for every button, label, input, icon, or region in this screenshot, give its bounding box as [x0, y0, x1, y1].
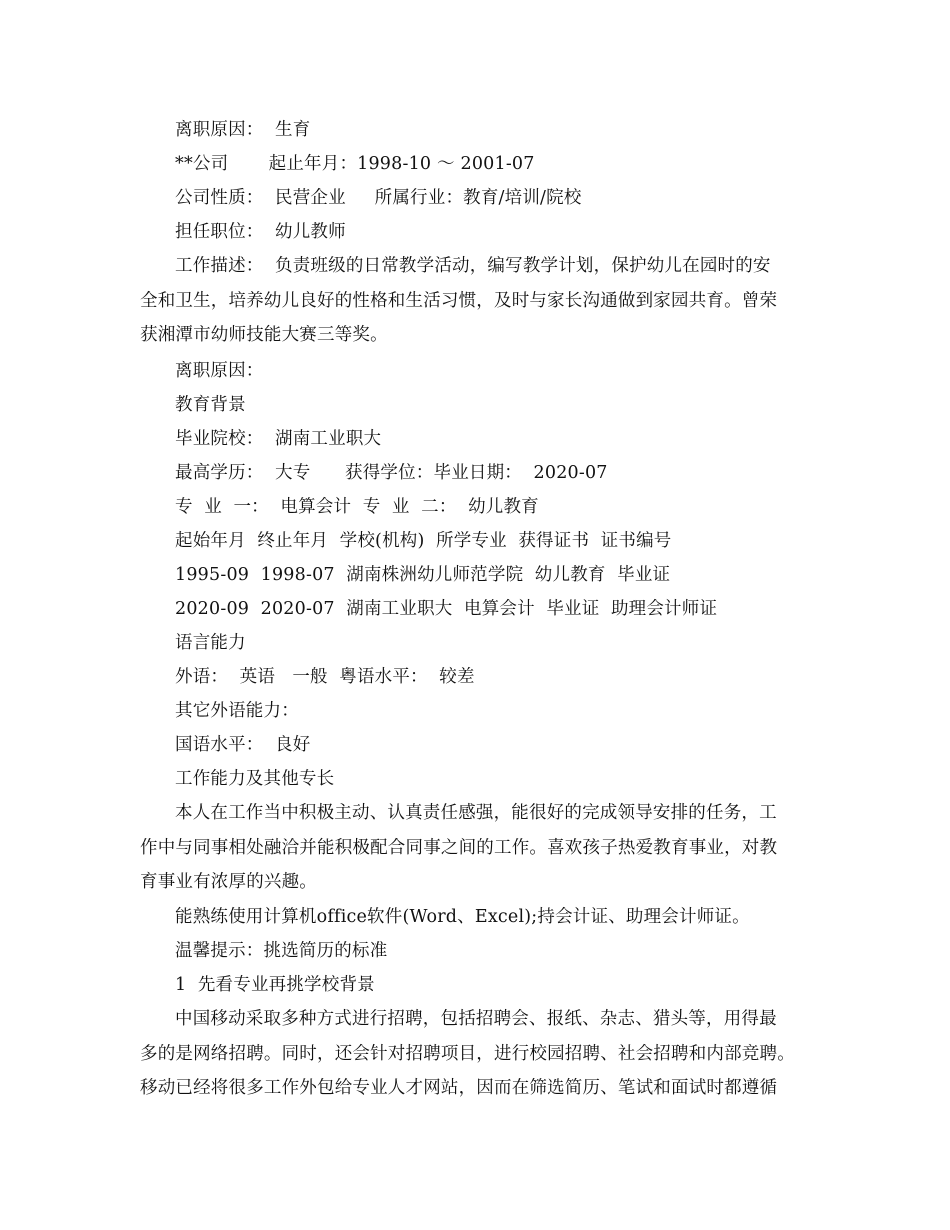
text-line: **公司 起止年月：1998-10 ～ 2001-07: [175, 154, 535, 174]
text-line: 国语水平： 良好: [175, 735, 311, 755]
text-line: 外语： 英语 一般 粤语水平： 较差: [175, 667, 475, 687]
text-line: 离职原因：: [175, 361, 264, 381]
text-line: 最高学历： 大专 获得学位：毕业日期： 2020-07: [175, 463, 608, 483]
section-heading: 语言能力: [175, 633, 246, 653]
section-heading: 工作能力及其他专长: [175, 769, 335, 789]
text-line: 毕业院校： 湖南工业职大: [175, 429, 382, 449]
text-line: 公司性质： 民营企业 所属行业：教育/培训/院校: [175, 188, 582, 208]
text-line: 育事业有浓厚的兴趣。: [140, 872, 317, 892]
text-line: 1 先看专业再挑学校背景: [175, 975, 375, 995]
text-line: 本人在工作当中积极主动、认真责任感强，能很好的完成领导安排的任务，工: [175, 803, 777, 823]
table-row: 1995-09 1998-07 湖南株洲幼儿师范学院 幼儿教育 毕业证: [175, 565, 671, 585]
text-line: 工作描述： 负责班级的日常教学活动，编写教学计划，保护幼儿在园时的安: [175, 256, 771, 276]
text-line: 其它外语能力：: [175, 701, 299, 721]
section-heading: 教育背景: [175, 395, 246, 415]
text-line: 能熟练使用计算机office软件(Word、Excel);持会计证、助理会计师证。: [175, 907, 750, 927]
text-line: 移动已经将很多工作外包给专业人才网站，因而在筛选简历、笔试和面试时都遵循: [140, 1078, 778, 1098]
table-row: 2020-09 2020-07 湖南工业职大 电算会计 毕业证 助理会计师证: [175, 599, 718, 619]
text-line: 获湘潭市幼师技能大赛三等奖。: [140, 325, 388, 345]
table-header-line: 起始年月 终止年月 学校(机构) 所学专业 获得证书 证书编号: [175, 531, 672, 551]
text-line: 离职原因： 生育: [175, 120, 311, 140]
text-line: 担任职位： 幼儿教师: [175, 222, 346, 242]
text-line: 专 业 一： 电算会计 专 业 二： 幼儿教育: [175, 497, 539, 517]
text-line: 作中与同事相处融洽并能积极配合同事之间的工作。喜欢孩子热爱教育事业，对教: [140, 838, 778, 858]
text-line: 全和卫生，培养幼儿良好的性格和生活习惯，及时与家长沟通做到家园共育。曾荣: [140, 291, 778, 311]
text-line: 多的是网络招聘。同时，还会针对招聘项目，进行校园招聘、社会招聘和内部竞聘。: [140, 1044, 795, 1064]
text-line: 中国移动采取多种方式进行招聘，包括招聘会、报纸、杂志、猎头等，用得最: [175, 1009, 777, 1029]
text-line: 温馨提示：挑选简历的标准: [175, 941, 388, 961]
